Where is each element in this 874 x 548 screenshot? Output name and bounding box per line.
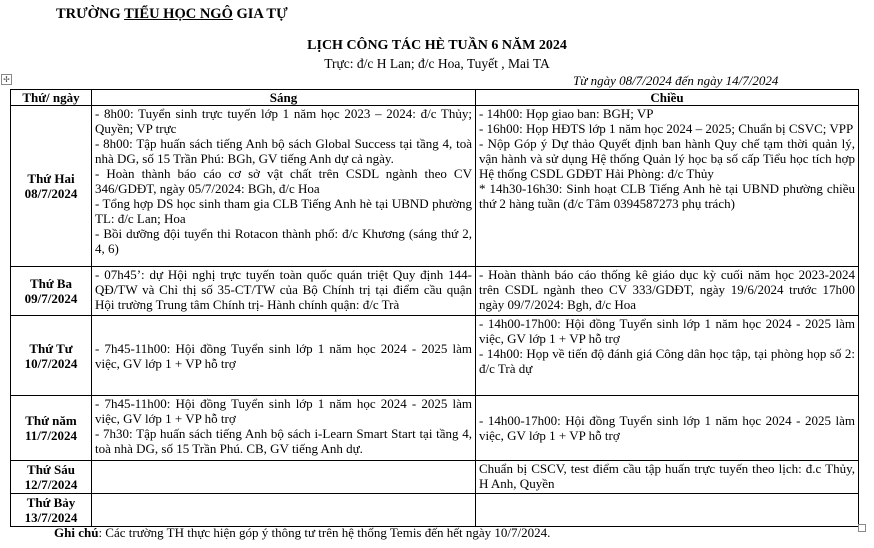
school-name-part-1: TRƯỜNG xyxy=(56,6,125,22)
list-item: - Tổng hợp DS học sinh tham gia CLB Tiếng Anh hè tại UBND phường TL: đ/c Lan; Hoa xyxy=(95,196,472,226)
list-item: - 8h00: Tuyển sinh trực tuyến lớp 1 năm học 2023 – 2024: đ/c Thủy; Quyền; VP trực xyxy=(95,106,472,136)
morning-cell[interactable] xyxy=(92,461,476,494)
document-title: LỊCH CÔNG TÁC HÈ TUẦN 6 NĂM 2024 xyxy=(307,38,567,53)
list-item: - 07h45’: dự Hội nghị trực tuyến toàn quốc quán triệt Quy định 144-QĐ/TW và Chỉ thị số 35-CT/TW của Bộ Chính trị tại điểm cầu quận Hội trường Trung tâm Chính trị- Hành chính quận: đ/c Trà xyxy=(95,267,472,312)
morning-cell[interactable] xyxy=(92,106,476,267)
table-move-handle-icon[interactable]: ✢ xyxy=(1,74,12,85)
day-name: Thứ Sáu xyxy=(27,462,75,477)
list-item: - 14h00: Họp giao ban: BGH; VP xyxy=(479,106,654,121)
list-item: - 14h00-17h00: Hội đồng Tuyển sinh lớp 1 năm học 2024 - 2025 làm việc, GV lớp 1 + VP hỗ trợ xyxy=(479,316,855,346)
day-date: 09/7/2024 xyxy=(24,291,78,306)
list-item: - Bồi dưỡng đội tuyển thi Rotacon thành phố: đ/c Khương (sáng thứ 2, 4, 6) xyxy=(95,226,472,256)
date-range: Từ ngày 08/7/2024 đến ngày 14/7/2024 xyxy=(573,73,779,88)
footnote-label: Ghi chú xyxy=(54,525,99,540)
morning-cell[interactable] xyxy=(92,494,476,527)
day-cell xyxy=(11,106,92,267)
duty-staff: Trực: đ/c H Lan; đ/c Hoa, Tuyết , Mai TA xyxy=(324,56,550,71)
day-date: 08/7/2024 xyxy=(24,186,78,201)
day-name: Thứ Ba xyxy=(29,276,73,291)
table-resize-handle-icon[interactable] xyxy=(858,524,866,532)
day-date: 10/7/2024 xyxy=(24,355,78,371)
school-name-part-3: GIA TỰ xyxy=(232,6,288,22)
afternoon-cell[interactable] xyxy=(476,106,859,267)
list-item: - Hoàn thành báo cáo cơ sở vật chất trên CSDL ngành theo CV 346/GDĐT, ngày 05/7/2024: BGh, đ/c Hoa xyxy=(95,166,472,196)
afternoon-cell[interactable] xyxy=(476,494,859,527)
day-name: Thứ năm xyxy=(25,413,77,428)
day-name: Thứ Bảy xyxy=(26,495,76,510)
afternoon-cell[interactable] xyxy=(476,396,859,461)
header-afternoon: Chiều xyxy=(476,90,859,106)
afternoon-cell[interactable] xyxy=(476,461,859,494)
morning-cell[interactable] xyxy=(92,396,476,461)
day-date: 13/7/2024 xyxy=(24,510,78,525)
list-item: Chuẩn bị CSCV, test điểm cầu tập huấn trực tuyến theo lịch: đ.c Thủy, H Anh, Quyền xyxy=(479,461,855,491)
table-row xyxy=(11,461,859,494)
list-item: - 7h30: Tập huấn sách tiếng Anh bộ sách i-Learn Smart Start tại tầng 4, toà nhà DG, số 15 Trần Phú. CB, GV tiếng Anh dự. xyxy=(95,426,472,456)
table-row xyxy=(11,316,859,396)
morning-cell[interactable] xyxy=(92,316,476,396)
day-cell xyxy=(11,396,92,461)
table-row xyxy=(11,106,859,267)
list-item: - Hoàn thành báo cáo thống kê giáo dục kỳ cuối năm học 2023-2024 trên CSDL ngành theo CV 333/GDĐT, ngày 19/6/2024 trước 17h00 ngày 09/7/2024: Bgh, đ/c Hoa xyxy=(479,267,855,312)
list-item: - 16h00: Họp HĐTS lớp 1 năm học 2024 – 2025; Chuẩn bị CSVC; VPP xyxy=(479,121,854,136)
school-name xyxy=(56,6,288,23)
day-date: 12/7/2024 xyxy=(24,477,78,492)
header-morning: Sáng xyxy=(92,90,476,106)
day-cell xyxy=(11,494,92,527)
school-name-part-2: TIỂU HỌC NGÔ xyxy=(124,6,233,22)
day-cell xyxy=(11,267,92,316)
day-name: Thứ Tư xyxy=(29,340,73,356)
list-item: - 14h00: Họp về tiến độ đánh giá Công dân học tập, tại phòng họp số 2: đ/c Trà dự xyxy=(479,346,855,376)
list-item: - 7h45-11h00: Hội đồng Tuyển sinh lớp 1 năm học 2024 - 2025 làm việc, GV lớp 1 + VP hỗ trợ xyxy=(95,396,472,426)
table-row xyxy=(11,267,859,316)
list-item: - Nộp Góp ý Dự thảo Quyết định ban hành Quy chế tạm thời quản lý, vận hành và sử dụng Hệ thống Quản lý học bạ số cấp Tiểu học tích hợp Hệ thống CSDL GDĐT Hải Phòng: đ/c Thủy xyxy=(479,136,855,181)
schedule-table xyxy=(10,89,859,527)
table-header-row xyxy=(11,90,859,106)
table-row xyxy=(11,494,859,527)
day-cell xyxy=(11,316,92,396)
afternoon-cell[interactable] xyxy=(476,267,859,316)
day-date: 11/7/2024 xyxy=(24,428,77,443)
morning-cell[interactable] xyxy=(92,267,476,316)
footnote xyxy=(54,525,550,541)
day-cell xyxy=(11,461,92,494)
header-day: Thứ/ ngày xyxy=(11,90,92,106)
list-item: - 7h45-11h00: Hội đồng Tuyển sinh lớp 1 năm học 2024 - 2025 làm việc, GV lớp 1 + VP hỗ trợ xyxy=(95,340,472,371)
list-item: - 14h00-17h00: Hội đồng Tuyển sinh lớp 1 năm học 2024 - 2025 làm việc, GV lớp 1 + VP hỗ trợ xyxy=(479,413,855,443)
footnote-text: : Các trường TH thực hiện góp ý thông tư trên hệ thống Temis đến hết ngày 10/7/2024. xyxy=(98,525,551,540)
day-name: Thứ Hai xyxy=(27,171,75,186)
list-item: - 8h00: Tập huấn sách tiếng Anh bộ sách Global Success tại tầng 4, toà nhà DG, số 15 Trần Phú: BGh, GV tiếng Anh dự cả ngày. xyxy=(95,136,472,166)
table-row xyxy=(11,396,859,461)
afternoon-cell[interactable] xyxy=(476,316,859,396)
list-item: * 14h30-16h30: Sinh hoạt CLB Tiếng Anh hè tại UBND phường chiều thứ 2 hàng tuần (đ/c Tâm 0394587273 phụ trách) xyxy=(479,181,855,211)
